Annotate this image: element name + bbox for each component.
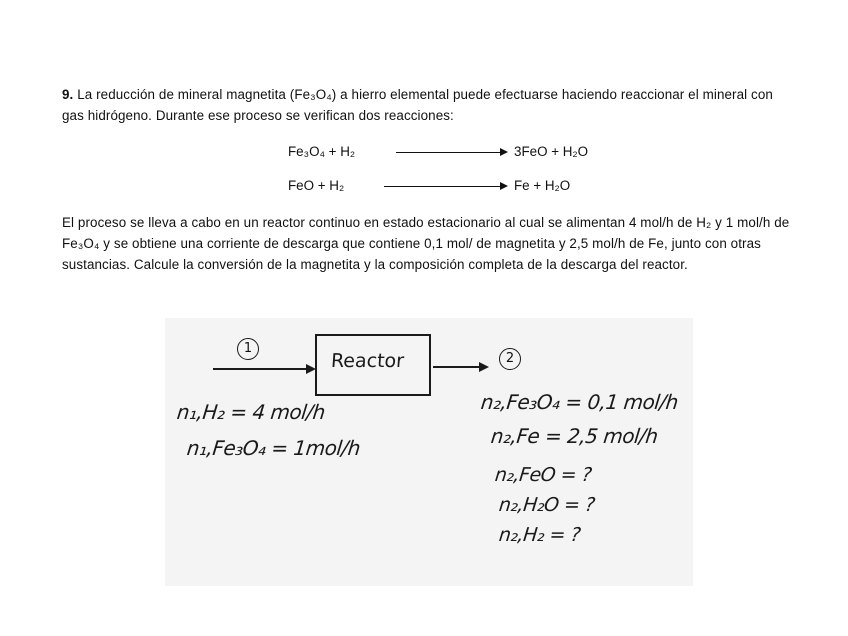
handwritten-sketch <box>165 318 693 586</box>
outlet-h2o-flow: n₂,H₂O = ? <box>497 494 596 516</box>
problem-intro-text: La reducción de mineral magnetita (Fe₃O₄) a hierro elemental puede efectuarse haciendo reaccionar el mineral con gas hidrógeno. Durante ese proceso se verifican dos reacciones: <box>62 87 773 123</box>
outlet-h2-flow: n₂,H₂ = ? <box>497 524 582 546</box>
problem-body: El proceso se lleva a cabo en un reactor continuo en estado estacionario al cual se alimentan 4 mol/h de H₂ y 1 mol/h de Fe₃O₄ y se obtiene una corriente de descarga que contiene 0,1 mol/ de magnetita y 2,5 mol/h de Fe, junto con otras sustancias. Calcule la conversión de la magnetita y la composición completa de la descarga del reactor. <box>62 215 790 272</box>
reaction-2-reactants: FeO + H₂ <box>288 178 345 193</box>
reactor-box <box>315 334 431 396</box>
outlet-arrowhead <box>479 362 489 372</box>
outlet-fe-flow: n₂,Fe = 2,5 mol/h <box>489 424 659 448</box>
outlet-line <box>433 366 481 368</box>
reaction-1-products: 3FeO + H₂O <box>514 144 589 159</box>
stream-2-label: 2 <box>499 348 521 370</box>
problem-intro <box>62 84 794 126</box>
inlet-fe3o4-flow: n₁,Fe₃O₄ = 1mol/h <box>185 436 362 460</box>
outlet-fe3o4-flow: n₂,Fe₃O₄ = 0,1 mol/h <box>479 390 680 414</box>
inlet-h2-flow: n₁,H₂ = 4 mol/h <box>175 400 327 424</box>
reaction-1-reactants: Fe₃O₄ + H₂ <box>288 144 356 159</box>
reaction-2-products: Fe + H₂O <box>514 178 571 193</box>
inlet-line <box>213 368 307 370</box>
stream-1-label: 1 <box>237 338 259 360</box>
problem-number: 9. <box>62 87 74 102</box>
reactor-label: Reactor <box>330 350 405 372</box>
outlet-feo-flow: n₂,FeO = ? <box>493 464 593 486</box>
reaction-1-arrow <box>396 152 506 153</box>
reaction-2-arrow <box>384 186 506 187</box>
reaction-1 <box>288 141 608 163</box>
reaction-2 <box>288 175 608 197</box>
